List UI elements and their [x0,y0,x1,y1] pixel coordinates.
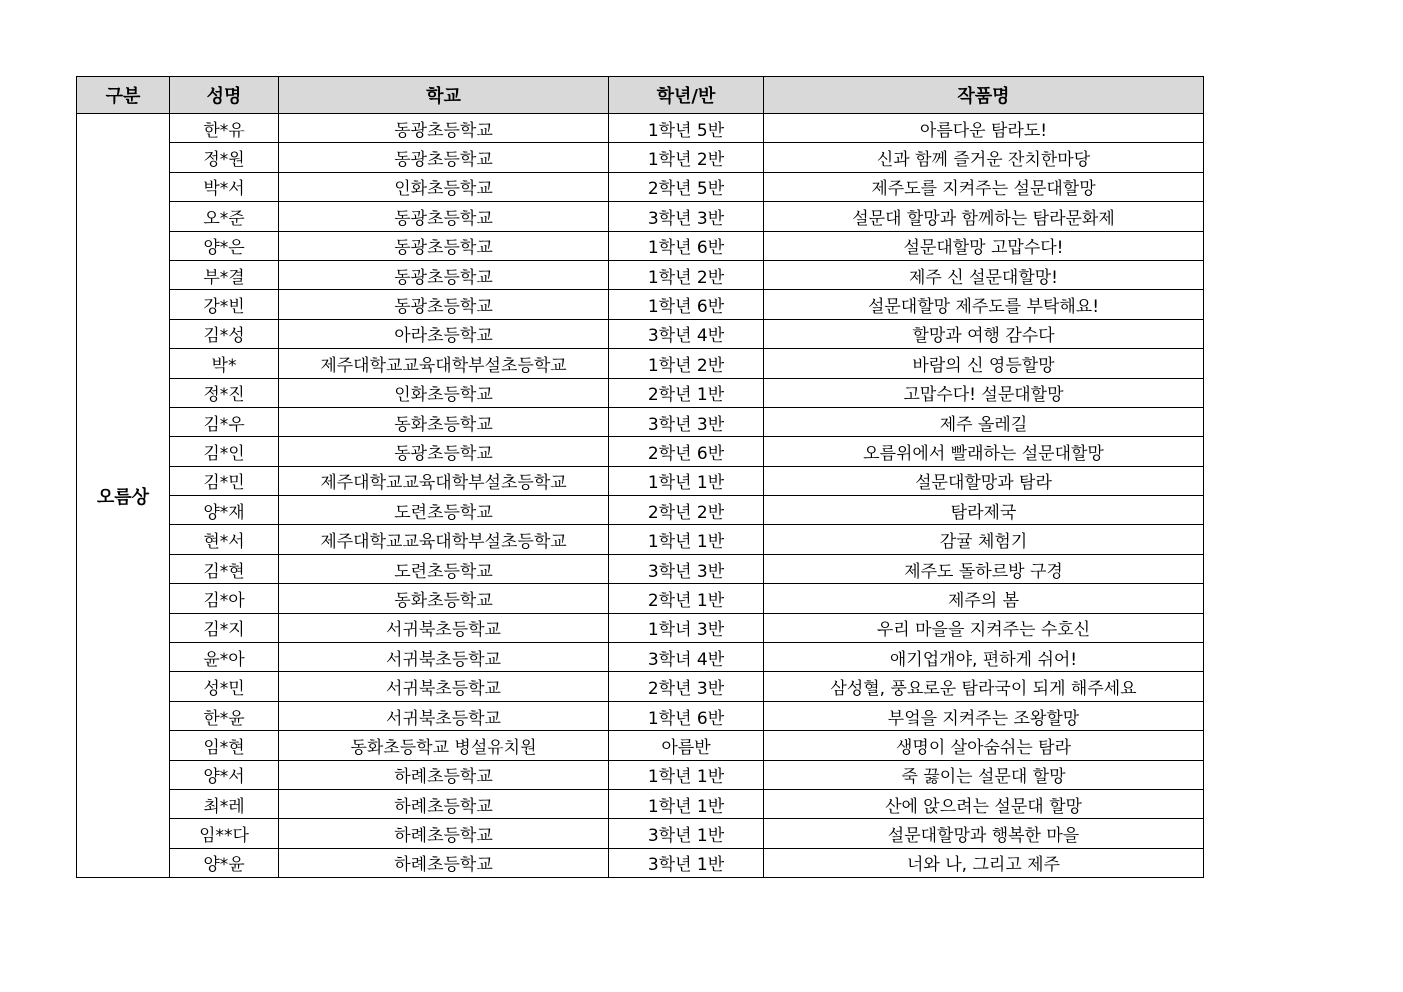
cell-title: 설문대할망과 행복한 마을 [764,819,1204,848]
cell-school: 동광초등학교 [279,143,609,172]
cell-title: 제주도를 지켜주는 설문대할망 [764,172,1204,201]
cell-name: 부*결 [170,260,279,289]
cell-name: 박*서 [170,172,279,201]
cell-name: 김*지 [170,613,279,642]
header-title: 작품명 [764,77,1204,114]
cell-title: 탐라제국 [764,496,1204,525]
cell-school: 동광초등학교 [279,202,609,231]
table-row [77,466,1204,495]
cell-grade: 1학년 6반 [609,290,764,319]
cell-title: 설문대 할망과 함께하는 탐라문화제 [764,202,1204,231]
cell-title: 설문대할망 제주도를 부탁해요! [764,290,1204,319]
cell-school: 인화초등학교 [279,172,609,201]
cell-grade: 2학년 1반 [609,584,764,613]
cell-name: 성*민 [170,672,279,701]
cell-name: 임**다 [170,819,279,848]
cell-name: 정*원 [170,143,279,172]
cell-school: 하례초등학교 [279,760,609,789]
cell-school: 동광초등학교 [279,290,609,319]
cell-title: 제주의 봄 [764,584,1204,613]
cell-name: 윤*아 [170,643,279,672]
cell-title: 우리 마을을 지켜주는 수호신 [764,613,1204,642]
table-row [77,172,1204,201]
cell-grade: 2학년 1반 [609,378,764,407]
cell-category: 오름상 [77,114,170,878]
cell-school: 아라초등학교 [279,319,609,348]
table-row [77,848,1204,877]
table-row [77,643,1204,672]
cell-school: 제주대학교교육대학부설초등학교 [279,466,609,495]
cell-school: 제주대학교교육대학부설초등학교 [279,349,609,378]
table-row [77,437,1204,466]
cell-name: 김*아 [170,584,279,613]
cell-title: 애기업개야, 편하게 쉬어! [764,643,1204,672]
cell-name: 최*레 [170,789,279,818]
cell-name: 김*현 [170,554,279,583]
awards-table [76,76,1204,878]
table-row [77,202,1204,231]
cell-name: 임*현 [170,731,279,760]
table-row [77,525,1204,554]
cell-grade: 1학녀 3반 [609,613,764,642]
cell-grade: 3학년 1반 [609,848,764,877]
cell-school: 인화초등학교 [279,378,609,407]
cell-title: 생명이 살아숨쉬는 탐라 [764,731,1204,760]
cell-name: 한*유 [170,114,279,143]
cell-title: 고맙수다! 설문대할망 [764,378,1204,407]
cell-title: 오름위에서 빨래하는 설문대할망 [764,437,1204,466]
table-row [77,701,1204,730]
cell-school: 하례초등학교 [279,819,609,848]
cell-title: 할망과 여행 감수다 [764,319,1204,348]
table-row [77,554,1204,583]
cell-name: 현*서 [170,525,279,554]
cell-name: 강*빈 [170,290,279,319]
header-row [77,77,1204,114]
cell-grade: 3학년 1반 [609,819,764,848]
table-row [77,260,1204,289]
cell-title: 제주도 돌하르방 구경 [764,554,1204,583]
header-category: 구분 [77,77,170,114]
cell-grade: 1학년 2반 [609,349,764,378]
table-row [77,672,1204,701]
cell-title: 설문대할망 고맙수다! [764,231,1204,260]
cell-school: 동광초등학교 [279,437,609,466]
cell-grade: 3학녀 4반 [609,643,764,672]
cell-school: 서귀북초등학교 [279,613,609,642]
cell-title: 제주 신 설문대할망! [764,260,1204,289]
table-row [77,114,1204,143]
cell-title: 바람의 신 영등할망 [764,349,1204,378]
cell-name: 김*민 [170,466,279,495]
table-row [77,789,1204,818]
cell-name: 한*윤 [170,701,279,730]
table-row [77,731,1204,760]
cell-grade: 2학년 2반 [609,496,764,525]
table-row [77,378,1204,407]
cell-grade: 1학년 1반 [609,525,764,554]
cell-title: 설문대할망과 탐라 [764,466,1204,495]
cell-grade: 2학년 5반 [609,172,764,201]
cell-title: 삼성혈, 풍요로운 탐라국이 되게 해주세요 [764,672,1204,701]
cell-name: 양*서 [170,760,279,789]
table-row [77,349,1204,378]
table-row [77,760,1204,789]
header-grade: 학년/반 [609,77,764,114]
cell-grade: 3학년 4반 [609,319,764,348]
cell-title: 감귤 체험기 [764,525,1204,554]
table-row [77,496,1204,525]
cell-school: 도련초등학교 [279,496,609,525]
table-row [77,143,1204,172]
cell-grade: 3학년 3반 [609,202,764,231]
cell-grade: 1학년 2반 [609,260,764,289]
cell-grade: 2학년 6반 [609,437,764,466]
cell-school: 하례초등학교 [279,848,609,877]
cell-school: 동광초등학교 [279,114,609,143]
header-school: 학교 [279,77,609,114]
table-body [77,114,1204,878]
cell-title: 부엌을 지켜주는 조왕할망 [764,701,1204,730]
cell-grade: 1학년 1반 [609,760,764,789]
cell-name: 양*은 [170,231,279,260]
cell-school: 동화초등학교 [279,407,609,436]
cell-school: 하례초등학교 [279,789,609,818]
cell-name: 양*재 [170,496,279,525]
cell-grade: 아름반 [609,731,764,760]
cell-title: 산에 앉으려는 설문대 할망 [764,789,1204,818]
cell-name: 오*준 [170,202,279,231]
cell-school: 동광초등학교 [279,231,609,260]
table-row [77,290,1204,319]
table-row [77,407,1204,436]
cell-grade: 1학년 6반 [609,231,764,260]
cell-name: 박* [170,349,279,378]
cell-school: 동화초등학교 [279,584,609,613]
table-row [77,819,1204,848]
cell-name: 양*윤 [170,848,279,877]
table-row [77,584,1204,613]
cell-grade: 3학년 3반 [609,554,764,583]
table-header [77,77,1204,114]
cell-grade: 1학년 6반 [609,701,764,730]
cell-title: 죽 끓이는 설문대 할망 [764,760,1204,789]
cell-grade: 3학년 3반 [609,407,764,436]
cell-grade: 1학년 2반 [609,143,764,172]
cell-school: 서귀북초등학교 [279,701,609,730]
table-row [77,319,1204,348]
cell-title: 제주 올레길 [764,407,1204,436]
cell-title: 너와 나, 그리고 제주 [764,848,1204,877]
cell-name: 김*우 [170,407,279,436]
cell-name: 정*진 [170,378,279,407]
cell-grade: 1학년 1반 [609,466,764,495]
cell-grade: 2학년 3반 [609,672,764,701]
cell-school: 서귀북초등학교 [279,643,609,672]
cell-name: 김*인 [170,437,279,466]
header-name: 성명 [170,77,279,114]
cell-school: 도련초등학교 [279,554,609,583]
cell-title: 아름다운 탐라도! [764,114,1204,143]
cell-grade: 1학년 5반 [609,114,764,143]
cell-school: 서귀북초등학교 [279,672,609,701]
cell-school: 제주대학교교육대학부설초등학교 [279,525,609,554]
cell-name: 김*성 [170,319,279,348]
cell-school: 동화초등학교 병설유치원 [279,731,609,760]
table-row [77,231,1204,260]
table-row [77,613,1204,642]
cell-grade: 1학년 1반 [609,789,764,818]
cell-title: 신과 함께 즐거운 잔치한마당 [764,143,1204,172]
cell-school: 동광초등학교 [279,260,609,289]
